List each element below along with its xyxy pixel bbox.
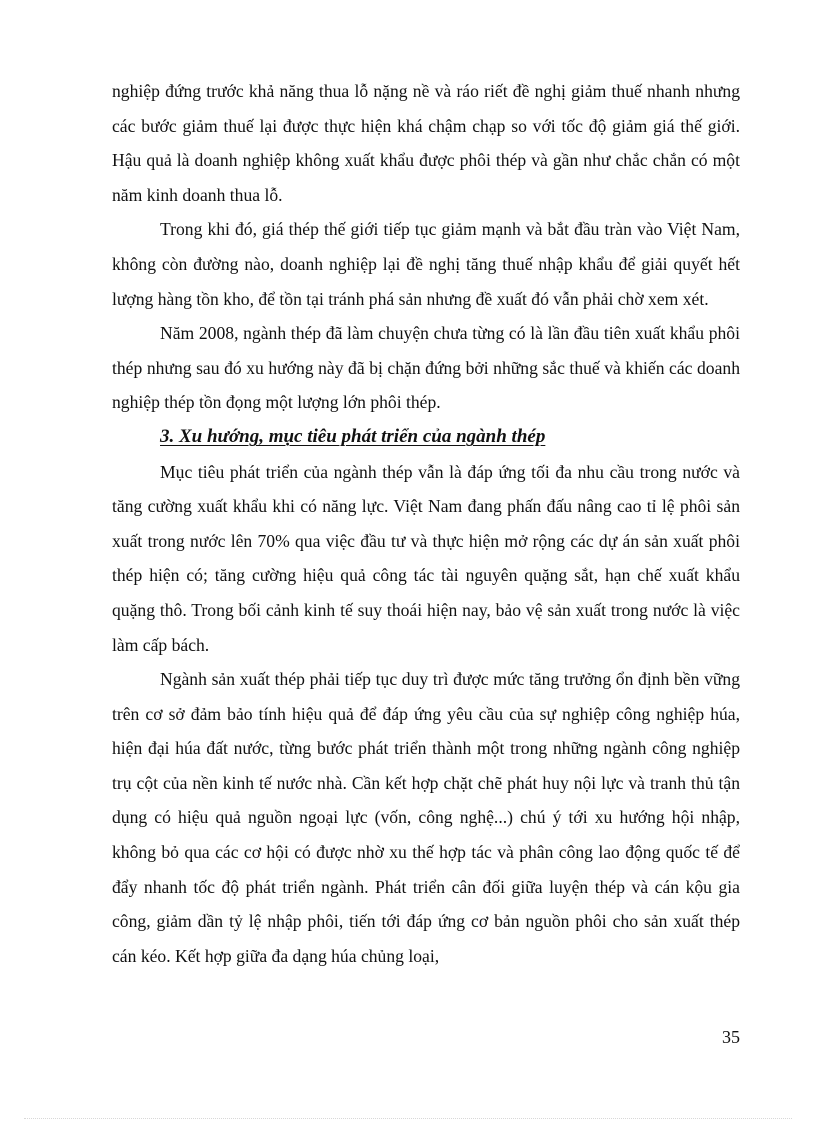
paragraph: Mục tiêu phát triển của ngành thép vẫn là đáp ứng tối đa nhu cầu trong nước và tăng cường xuất khẩu khi có năng lực. Việt Nam đang phấn đấu nâng cao tỉ lệ phôi sản xuất trong nước lên 70% qua việc đầu tư và thực hiện mở rộng các dự án sản xuất phôi thép hiện có; tăng cường hiệu quả công tác tài nguyên quặng sắt, hạn chế xuất khẩu quặng thô. Trong bối cảnh kinh tế suy thoái hiện nay, bảo vệ sản xuất trong nước là việc làm cấp bách. [112,461,740,655]
section-heading: 3. Xu hướng, mục tiêu phát triển của ngành thép [160,425,546,447]
page-body [112,74,740,973]
page-bottom-divider [24,1118,792,1119]
paragraph: Ngành sản xuất thép phải tiếp tục duy trì được mức tăng trưởng ổn định bền vững trên cơ sở đảm bảo tính hiệu quả để đáp ứng yêu cầu của sự nghiệp công nghiệp húa, hiện đại húa đất nước, từng bước phát triển thành một trong những ngành công nghiệp trụ cột của nền kinh tế nước nhà. Cần kết hợp chặt chẽ phát huy nội lực và tranh thủ tận dụng có hiệu quả nguồn ngoại lực (vốn, công nghệ...) chú ý tới xu hướng hội nhập, không bỏ qua các cơ hội có được nhờ xu thế hợp tác và phân công lao động quốc tế để đẩy nhanh tốc độ phát triển ngành. Phát triển cân đối giữa luyện thép và cán kộu gia công, giảm dần tỷ lệ nhập phôi, tiến tới đáp ứng cơ bản nguồn phôi cho sản xuất thép cán kéo. Kết hợp giữa đa dạng húa chủng loại, [112,669,740,966]
page-number: 35 [722,1027,740,1047]
paragraph: Trong khi đó, giá thép thế giới tiếp tục giảm mạnh và bắt đầu tràn vào Việt Nam, không còn đường nào, doanh nghiệp lại đề nghị tăng thuế nhập khẩu để giải quyết hết lượng hàng tồn kho, để tồn tại tránh phá sản nhưng đề xuất đó vẫn phải chờ xem xét. [112,219,740,309]
paragraph: Năm 2008, ngành thép đã làm chuyện chưa từng có là lần đầu tiên xuất khẩu phôi thép nhưng sau đó xu hướng này đã bị chặn đứng bởi những sắc thuế và khiến các doanh nghiệp thép tồn đọng một lượng lớn phôi thép. [112,323,740,413]
paragraph-continued: nghiệp đứng trước khả năng thua lỗ nặng nề và ráo riết đề nghị giảm thuế nhanh nhưng các bước giảm thuế lại được thực hiện khá chậm chạp so với tốc độ giảm giá thế giới. Hậu quả là doanh nghiệp không xuất khẩu được phôi thép và gần như chắc chắn có một năm kinh doanh thua lỗ. [112,81,740,205]
